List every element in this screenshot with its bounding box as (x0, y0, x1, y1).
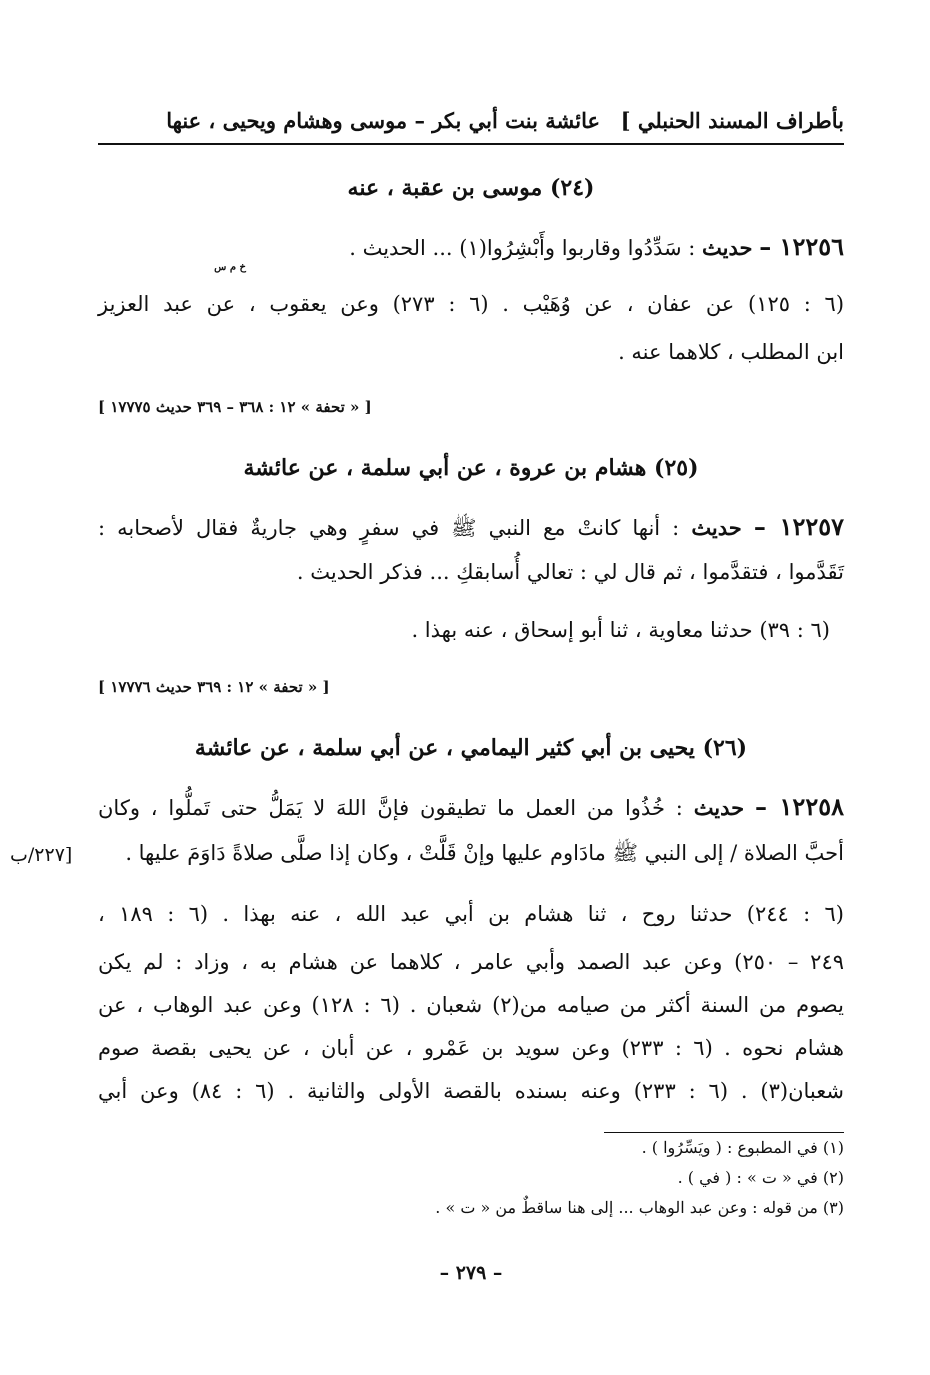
footnote: (٣) من قوله : وعن عبد الوهاب ... إلى هنا ساقطٌ من « ت » . (435, 1198, 844, 1217)
sigla: خ م س (214, 262, 246, 273)
hadith-label: حديث (691, 515, 742, 540)
tuhfa-reference: [ « تحفة » ١٢ : ٣٦٩ حديث ١٧٧٧٦ ] (98, 678, 330, 696)
hadith-label: حديث (693, 795, 745, 820)
running-header-book-title: بأطراف المسند الحنبلي ] (620, 108, 844, 133)
hadith-number: ١٢٢٥٦ – (759, 232, 844, 261)
chain-line: (٦ : ١٢٥) عن عفان ، عن وُهَيْب . (٦ : ٢٧٣) وعن يعقوب ، عن عبد العزيز (98, 292, 845, 316)
hadith-number: ١٢٢٥٨ – (755, 792, 844, 821)
chain-line: ابن المطلب ، كلاهما عنه . (618, 340, 844, 364)
hadith-number: ١٢٢٥٧ – (753, 512, 845, 541)
hadith-12258 (98, 792, 844, 821)
hadith-12257 (98, 512, 844, 546)
header-rule (98, 143, 844, 145)
hadith-text: : أنها كانتْ مع النبي ﷺ في سفرٍ وهي جاريةٌ فقال لأصحابه : (98, 516, 680, 540)
chain-line: يصوم من السنة أكثر من صيامه من(٢) شعبان . (٦ : ١٢٨) وعن عبد الوهاب ، عن (98, 993, 844, 1017)
chain-line: هشام نحوه . (٦ : ٢٣٣) وعن سويد بن عَمْرو ، عن أبان ، عن يحيى بقصة صوم (98, 1036, 844, 1060)
hadith-text-line: تَقَدَّموا ، فتقدَّموا ، ثم قال لي : تعالي أُسابقكِ ... فذكر الحديث . (296, 560, 844, 584)
tuhfa-reference: [ « تحفة » ١٢ : ٣٦٨ – ٣٦٩ حديث ١٧٧٧٥ ] (98, 398, 372, 416)
page-number: – ٢٧٩ – (439, 1262, 503, 1284)
section-25-title: (٢٥) هشام بن عروة ، عن أبي سلمة ، عن عائشة (243, 455, 699, 481)
hadith-text-line: أحبَّ الصلاة / إلى النبي ﷺ مادَاوم عليها وإنْ قَلَّتْ ، وكان إذا صلَّى صلاةً دَاوَمَ عليها . (125, 841, 844, 865)
manuscript-folio-note: [٢٢٧/ب (10, 844, 73, 866)
section-24-title: (٢٤) موسى بن عقبة ، عنه (347, 175, 595, 201)
chain-line: شعبان(٣) . (٦ : ٢٣٣) وعنه بسنده بالقصة الأولى والثانية . (٦ : ٨٤) وعن أبي (98, 1079, 844, 1103)
hadith-text: : سَدِّدُوا وقاربوا وأَبْشِرُوا(١) ... الحديث . (349, 236, 696, 260)
chain-line: (٦ : ٢٤٤) حدثنا روح ، ثنا هشام بن أبي عبد الله ، عنه بهذا . (٦ : ١٨٩ ، (98, 902, 844, 926)
chain-line: (٦ : ٣٩) حدثنا معاوية ، ثنا أبو إسحاق ، عنه بهذا . (411, 618, 830, 642)
footnote: (١) في المطبوع : ( ويَسِّرُوا ) . (641, 1138, 844, 1157)
hadith-12256 (349, 232, 844, 261)
footnote-rule (604, 1132, 844, 1133)
running-header-chapter: عائشة بنت أبي بكر – موسى وهشام ويحيى ، عنها (166, 108, 600, 133)
chain-line: ٢٤٩ – ٢٥٠) وعن عبد الصمد وأبي عامر ، كلاهما عن هشام به ، وزاد : لم يكن (98, 950, 845, 974)
footnote: (٢) في « ت » : ( في ) . (677, 1168, 844, 1187)
hadith-text: : خُذُوا من العمل ما تطيقون فإنَّ اللهَ لا يَمَلُّ حتى تَملُّوا ، وكان (98, 796, 683, 820)
section-26-title: (٢٦) يحيى بن أبي كثير اليمامي ، عن أبي سلمة ، عن عائشة (194, 735, 748, 761)
hadith-label: حديث (702, 235, 753, 260)
